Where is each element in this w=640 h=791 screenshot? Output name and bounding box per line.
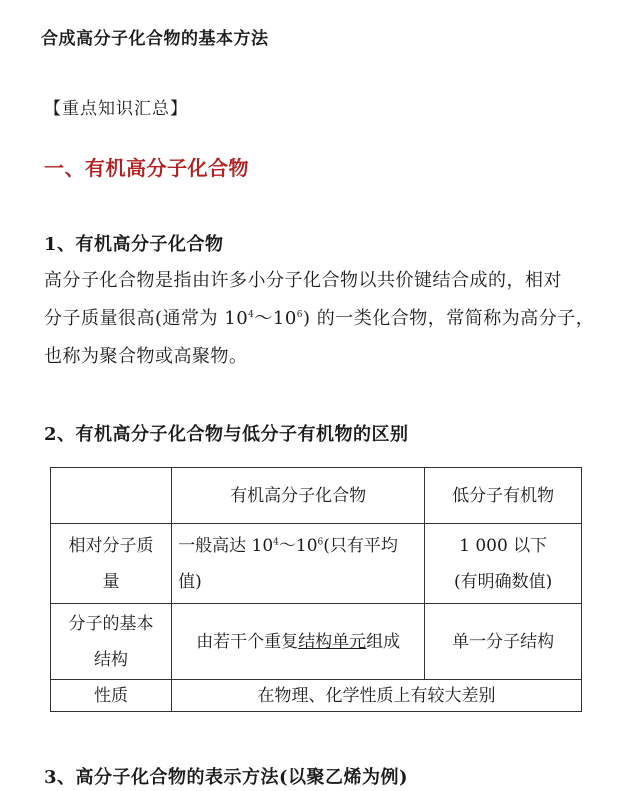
table-row-label [51,604,172,680]
paragraph-line-1: 高分子化合物是指由许多小分子化合物以共价键结合成的，相对 [44,270,562,291]
paragraph-text: ～10 [254,308,297,329]
table-row [51,468,582,524]
cell-text: ～10 [278,535,318,556]
paragraph-text: 分子质量很高(通常为 10 [44,308,249,329]
cell-text: 值) [178,571,202,592]
exponent: 6 [296,310,304,320]
table-cell [172,524,425,604]
comparison-table [50,467,582,712]
summary-label: 【重点知识汇总】 [44,99,188,119]
table-cell: 单一分子结构 [425,604,582,680]
section-heading: 一、有机高分子化合物 [44,156,249,180]
cell-text: 分子的基本 [68,613,154,634]
underlined-term: 结构单元 [298,631,367,652]
cell-text: 量 [102,571,120,592]
cell-text: 由若干个重复 [196,631,299,652]
table-row [51,604,582,680]
subsection-heading-1: 1、有机高分子化合物 [44,234,224,255]
table-row-label [51,524,172,604]
table-cell-merged: 在物理、化学性质上有较大差别 [172,680,582,712]
cell-text: 一般高达 10 [178,535,274,556]
table-header-cell: 低分子有机物 [425,468,582,524]
table-cell [425,524,582,604]
page-title: 合成高分子化合物的基本方法 [41,29,269,49]
table-row [51,524,582,604]
exponent: 4 [248,310,255,320]
table-cell-empty [51,468,172,524]
cell-text: 结构 [94,649,129,670]
subsection-heading-3: 3、高分子化合物的表示方法(以聚乙烯为例) [44,767,409,788]
cell-text: 相对分子质 [68,535,154,556]
paragraph-line-3: 也称为聚合物或高聚物。 [44,346,248,367]
cell-text: (有明确数值) [454,571,553,592]
cell-text: 组成 [366,631,401,652]
table-header-cell: 有机高分子化合物 [172,468,425,524]
table-row [51,680,582,712]
paragraph-line-2 [44,304,594,330]
table-row-label: 性质 [51,680,172,712]
paragraph-text: ) 的一类化合物，常简称为高分子， [303,308,595,329]
exponent: 6 [317,536,324,547]
subsection-heading-2: 2、有机高分子化合物与低分子有机物的区别 [44,424,409,445]
table-cell [172,604,425,680]
cell-text: (只有平均 [323,535,398,556]
exponent: 4 [273,536,279,547]
cell-text: 1 000 以下 [459,535,548,556]
